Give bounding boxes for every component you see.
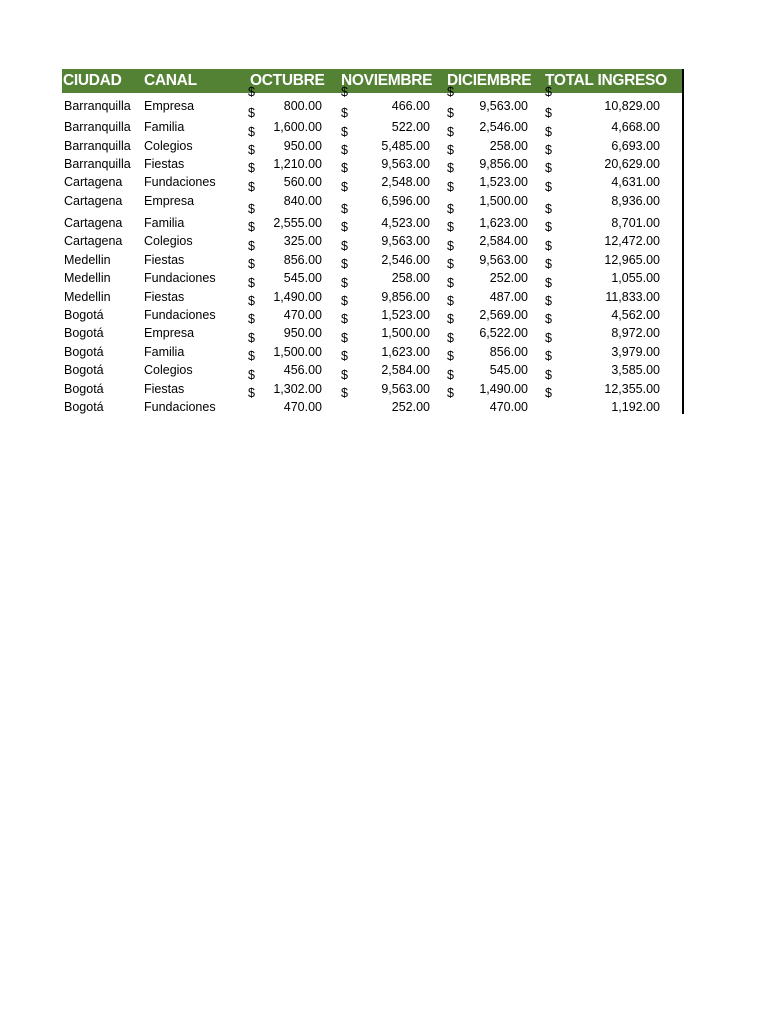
cell-diciembre <box>447 386 545 414</box>
amount-value: 2,548.00 <box>381 175 430 189</box>
cell-canal: Colegios <box>144 139 193 153</box>
amount-value: 470.00 <box>283 400 322 414</box>
currency-symbol: $ <box>341 143 348 157</box>
header-canal: CANAL <box>144 72 197 89</box>
amount-value: 1,623.00 <box>381 345 430 359</box>
amount-value: 325.00 <box>283 234 322 248</box>
amount-value: 12,965.00 <box>604 253 660 267</box>
amount-value: 4,668.00 <box>611 120 660 134</box>
amount-value: 950.00 <box>283 326 322 340</box>
currency-symbol: $ <box>545 386 552 400</box>
currency-symbol: $ <box>545 220 552 234</box>
amount-value: 800.00 <box>283 99 322 113</box>
amount-value: 20,629.00 <box>604 157 660 171</box>
currency-symbol: $ <box>447 368 454 382</box>
amount-value: 1,210.00 <box>273 157 322 171</box>
currency-symbol: $ <box>248 180 255 194</box>
currency-symbol: $ <box>447 85 454 99</box>
amount-value: 8,701.00 <box>611 216 660 230</box>
currency-symbol: $ <box>545 239 552 253</box>
currency-symbol: $ <box>447 349 454 363</box>
cell-ciudad: Cartagena <box>64 194 123 208</box>
amount-value: 545.00 <box>489 363 528 377</box>
cell-ciudad: Cartagena <box>64 175 123 189</box>
currency-symbol: $ <box>545 202 552 216</box>
currency-symbol: $ <box>447 180 454 194</box>
header-ciudad: CIUDAD <box>63 72 122 89</box>
amount-value: 856.00 <box>489 345 528 359</box>
amount-value: 9,563.00 <box>479 253 528 267</box>
amount-value: 3,979.00 <box>611 345 660 359</box>
currency-symbol: $ <box>545 85 552 99</box>
currency-symbol: $ <box>447 106 454 120</box>
cell-canal: Fiestas <box>144 290 185 304</box>
amount-value: 2,546.00 <box>381 253 430 267</box>
header-total-ingreso: TOTAL INGRESO <box>545 72 667 89</box>
amount-value: 2,584.00 <box>479 234 528 248</box>
amount-value: 2,569.00 <box>479 308 528 322</box>
currency-symbol: $ <box>545 331 552 345</box>
amount-value: 1,055.00 <box>611 271 660 285</box>
amount-value: 1,623.00 <box>479 216 528 230</box>
currency-symbol: $ <box>545 294 552 308</box>
currency-symbol: $ <box>248 312 255 326</box>
currency-symbol: $ <box>447 220 454 234</box>
cell-ciudad: Cartagena <box>64 216 123 230</box>
amount-value: 3,585.00 <box>611 363 660 377</box>
currency-symbol: $ <box>248 220 255 234</box>
currency-symbol: $ <box>341 386 348 400</box>
currency-symbol: $ <box>341 220 348 234</box>
cell-canal: Familia <box>144 120 185 134</box>
amount-value: 6,596.00 <box>381 194 430 208</box>
cell-canal: Empresa <box>144 194 195 208</box>
amount-value: 456.00 <box>283 363 322 377</box>
cell-ciudad: Medellin <box>64 253 111 267</box>
amount-value: 5,485.00 <box>381 139 430 153</box>
currency-symbol: $ <box>248 331 255 345</box>
amount-value: 1,523.00 <box>479 175 528 189</box>
amount-value: 1,500.00 <box>479 194 528 208</box>
amount-value: 6,522.00 <box>479 326 528 340</box>
amount-value: 522.00 <box>391 120 430 134</box>
currency-symbol: $ <box>447 257 454 271</box>
amount-value: 9,856.00 <box>381 290 430 304</box>
cell-ciudad: Barranquilla <box>64 99 131 113</box>
cell-ciudad: Barranquilla <box>64 139 131 153</box>
currency-symbol: $ <box>341 294 348 308</box>
amount-value: 9,563.00 <box>479 99 528 113</box>
amount-value: 9,563.00 <box>381 157 430 171</box>
income-table <box>62 69 684 414</box>
cell-canal: Empresa <box>144 99 195 113</box>
currency-symbol: $ <box>248 106 255 120</box>
currency-symbol: $ <box>545 106 552 120</box>
cell-canal: Fiestas <box>144 382 185 396</box>
currency-symbol: $ <box>447 312 454 326</box>
amount-value: 1,490.00 <box>479 382 528 396</box>
amount-value: 252.00 <box>391 400 430 414</box>
amount-value: 466.00 <box>391 99 430 113</box>
cell-ciudad: Cartagena <box>64 234 123 248</box>
cell-ciudad: Bogotá <box>64 308 104 322</box>
currency-symbol: $ <box>545 161 552 175</box>
currency-symbol: $ <box>248 202 255 216</box>
amount-value: 4,562.00 <box>611 308 660 322</box>
amount-value: 487.00 <box>489 290 528 304</box>
amount-value: 2,555.00 <box>273 216 322 230</box>
currency-symbol: $ <box>341 125 348 139</box>
currency-symbol: $ <box>545 143 552 157</box>
amount-value: 258.00 <box>391 271 430 285</box>
amount-value: 2,584.00 <box>381 363 430 377</box>
amount-value: 9,563.00 <box>381 382 430 396</box>
currency-symbol: $ <box>341 276 348 290</box>
currency-symbol: $ <box>447 143 454 157</box>
currency-symbol: $ <box>248 161 255 175</box>
cell-canal: Fiestas <box>144 253 185 267</box>
cell-ciudad: Medellin <box>64 271 111 285</box>
currency-symbol: $ <box>248 85 255 99</box>
cell-ciudad: Medellin <box>64 290 111 304</box>
amount-value: 470.00 <box>283 308 322 322</box>
currency-symbol: $ <box>248 368 255 382</box>
amount-value: 1,490.00 <box>273 290 322 304</box>
currency-symbol: $ <box>341 312 348 326</box>
amount-value: 560.00 <box>283 175 322 189</box>
amount-value: 1,500.00 <box>273 345 322 359</box>
currency-symbol: $ <box>545 368 552 382</box>
currency-symbol: $ <box>447 276 454 290</box>
cell-canal: Colegios <box>144 363 193 377</box>
currency-symbol: $ <box>447 239 454 253</box>
currency-symbol: $ <box>341 368 348 382</box>
cell-canal: Fundaciones <box>144 271 216 285</box>
cell-canal: Fundaciones <box>144 400 216 414</box>
amount-value: 950.00 <box>283 139 322 153</box>
currency-symbol: $ <box>341 180 348 194</box>
currency-symbol: $ <box>248 239 255 253</box>
cell-canal: Familia <box>144 345 185 359</box>
cell-ciudad: Bogotá <box>64 345 104 359</box>
amount-value: 2,546.00 <box>479 120 528 134</box>
header-octubre: OCTUBRE <box>250 72 325 89</box>
cell-canal: Fiestas <box>144 157 185 171</box>
cell-canal: Fundaciones <box>144 175 216 189</box>
amount-value: 9,563.00 <box>381 234 430 248</box>
cell-ciudad: Bogotá <box>64 326 104 340</box>
cell-ciudad: Bogotá <box>64 363 104 377</box>
amount-value: 1,523.00 <box>381 308 430 322</box>
cell-ciudad: Barranquilla <box>64 157 131 171</box>
amount-value: 6,693.00 <box>611 139 660 153</box>
cell-noviembre <box>341 386 447 414</box>
amount-value: 8,972.00 <box>611 326 660 340</box>
currency-symbol: $ <box>248 257 255 271</box>
amount-value: 856.00 <box>283 253 322 267</box>
currency-symbol: $ <box>248 125 255 139</box>
currency-symbol: $ <box>341 239 348 253</box>
currency-symbol: $ <box>248 386 255 400</box>
amount-value: 1,302.00 <box>273 382 322 396</box>
currency-symbol: $ <box>545 180 552 194</box>
cell-canal: Colegios <box>144 234 193 248</box>
cell-total <box>545 386 682 414</box>
amount-value: 470.00 <box>489 400 528 414</box>
currency-symbol: $ <box>545 312 552 326</box>
amount-value: 840.00 <box>283 194 322 208</box>
amount-value: 4,523.00 <box>381 216 430 230</box>
currency-symbol: $ <box>447 331 454 345</box>
currency-symbol: $ <box>545 257 552 271</box>
cell-ciudad: Barranquilla <box>64 120 131 134</box>
amount-value: 252.00 <box>489 271 528 285</box>
currency-symbol: $ <box>248 349 255 363</box>
currency-symbol: $ <box>545 349 552 363</box>
amount-value: 1,192.00 <box>611 400 660 414</box>
amount-value: 12,472.00 <box>604 234 660 248</box>
amount-value: 1,500.00 <box>381 326 430 340</box>
amount-value: 8,936.00 <box>611 194 660 208</box>
currency-symbol: $ <box>341 106 348 120</box>
currency-symbol: $ <box>447 294 454 308</box>
currency-symbol: $ <box>545 125 552 139</box>
amount-value: 1,600.00 <box>273 120 322 134</box>
header-diciembre: DICIEMBRE <box>447 72 532 89</box>
cell-ciudad: Bogotá <box>64 382 104 396</box>
currency-symbol: $ <box>341 85 348 99</box>
amount-value: 545.00 <box>283 271 322 285</box>
currency-symbol: $ <box>248 276 255 290</box>
cell-canal: Fundaciones <box>144 308 216 322</box>
cell-octubre <box>248 386 341 414</box>
currency-symbol: $ <box>447 125 454 139</box>
currency-symbol: $ <box>341 257 348 271</box>
header-noviembre: NOVIEMBRE <box>341 72 433 89</box>
currency-symbol: $ <box>447 386 454 400</box>
amount-value: 258.00 <box>489 139 528 153</box>
currency-symbol: $ <box>447 161 454 175</box>
amount-value: 12,355.00 <box>604 382 660 396</box>
amount-value: 11,833.00 <box>605 290 660 304</box>
cell-canal: Empresa <box>144 326 195 340</box>
table-body <box>62 85 682 414</box>
amount-value: 10,829.00 <box>604 99 660 113</box>
currency-symbol: $ <box>545 276 552 290</box>
amount-value: 9,856.00 <box>479 157 528 171</box>
currency-symbol: $ <box>341 331 348 345</box>
currency-symbol: $ <box>248 294 255 308</box>
currency-symbol: $ <box>248 143 255 157</box>
currency-symbol: $ <box>341 349 348 363</box>
cell-ciudad: Bogotá <box>64 400 104 414</box>
currency-symbol: $ <box>341 202 348 216</box>
cell-canal: Familia <box>144 216 185 230</box>
currency-symbol: $ <box>341 161 348 175</box>
currency-symbol: $ <box>447 202 454 216</box>
amount-value: 4,631.00 <box>611 175 660 189</box>
